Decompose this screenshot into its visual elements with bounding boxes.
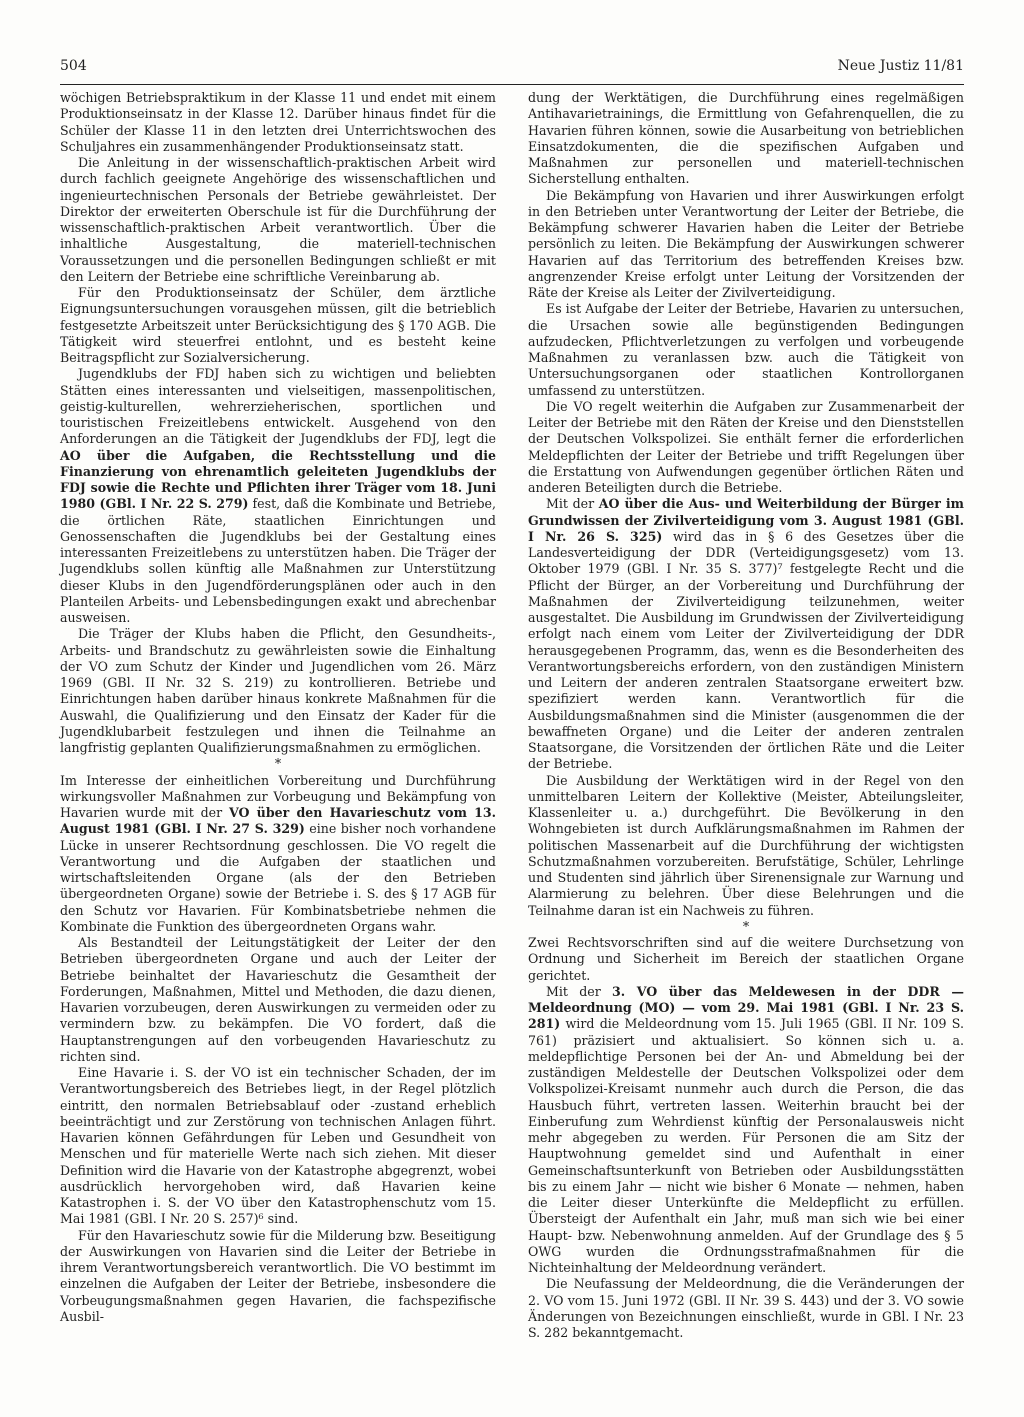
citation-bold: VO über den Havarieschutz vom 13. August 1981 (GBl. I Nr. 27 S. 329) xyxy=(60,805,496,837)
paragraph-text: Jugendklubs der FDJ haben sich zu wichtigen und beliebten Stätten eines interessanten und vielseitigen, massenpolitischen, geistig-kulturellen, wehrerzieherischen, sportlichen und touristischen Freizeitlebens entwickelt. Ausgehend von den Anforderungen an die Tätigkeit der Jugendklubs der FDJ, legt die xyxy=(60,366,496,447)
paragraph: Die Neufassung der Meldeordnung, die die Veränderungen der 2. VO vom 15. Juni 1972 (GBl. II Nr. 39 S. 443) und der 3. VO sowie Änderungen von Bezeichnungen einschließt, wurde in GBl. I Nr. 23 S. 282 bekanntgemacht. xyxy=(528,1276,964,1340)
paragraph xyxy=(528,496,964,772)
citation-bold: 3. VO über das Meldewesen in der DDR — Meldeordnung (MO) — vom 29. Mai 1981 (GBl. I Nr. 23 S. 281) xyxy=(528,983,965,1032)
journal-title: Neue Justiz 11/81 xyxy=(837,58,964,74)
section-separator: * xyxy=(274,756,282,772)
paragraph-text: Im Interesse der einheitlichen Vorbereitung und Durchführung wirkungsvoller Maßnahmen zur Vorbeugung und Bekämpfung von Havarien wurde mit der xyxy=(60,772,496,820)
paragraph-text: wird das in § 6 des Gesetzes über die Landesverteidigung der DDR (Verteidigungsgesetz) vom 13. Oktober 1979 (GBl. I Nr. 35 S. 377)⁷ festgelegte Recht und die Pflicht der Bürger, an der Vorbereitung und Durchführung der Maßnahmen der Zivilverteidigung teilzunehmen, weiter ausgestaltet. Die Ausbildung im Grundwissen der Zivilverteidigung erfolgt nach einem vom Leiter der Zivilverteidigung der DDR herausgegebenen Programm, das, wenn es die Besonderheiten des Verantwortungsbereichs erfordern, von den zuständigen Ministern und Leitern der anderen zentralen Staatsorgane erweitert bzw. spezifiziert werden kann. Verantwortlich für die Ausbildungsmaßnahmen sind die Minister (ausgenommen die der bewaffneten Organe) und die Leiter der anderen zentralen Staatsorgane, die Vorsitzenden der örtlichen Räte und die Leiter der Betriebe. xyxy=(528,528,964,772)
paragraph: dung der Werktätigen, die Durchführung eines regelmäßigen Antihavarietrainings, die Ermittlung von Gefahrenquellen, die zu Havarien führen können, sowie die Ausarbeitung von betrieblichen Einsatzdokumenten, die die spezifischen Aufgaben und Maßnahmen zur personellen und materiell-technischen Sicherstellung enthalten. xyxy=(528,90,964,187)
paragraph xyxy=(60,773,496,936)
paragraph-text: Mit der xyxy=(546,496,599,512)
citation-bold: AO über die Aufgaben, die Rechtsstellung und die Finanzierung von ehrenamtlich geleiteten Jugendklubs der FDJ sowie die Rechte und Pflichten ihrer Träger vom 18. Juni 1980 (GBl. I Nr. 22 S. 279) xyxy=(60,447,496,512)
paragraph-text: fest, daß die Kombinate und Betriebe, die örtlichen Räte, staatlichen Einrichtungen und Genossenschaften die Jugendklubs bei der Gestaltung eines interessanten Freizeitlebens zu unterstützen haben. Die Träger der Jugendklubs sollen künftig alle Maßnahmen zur Unterstützung dieser Klubs in den Jugendförderungsplänen oder auch in den Planteilen Arbeits- und Lebensbedingungen exakt und abrechenbar ausweisen. xyxy=(60,496,496,625)
citation-bold: AO über die Aus- und Weiterbildung der Bürger im Grundwissen der Zivilverteidigung vom 3. August 1981 (GBl. I Nr. 26 S. 325) xyxy=(528,496,964,544)
paragraph: Die Träger der Klubs haben die Pflicht, den Gesundheits-, Arbeits- und Brandschutz zu gewährleisten sowie die Einhaltung der VO zum Schutz der Kinder und Jugendlichen vom 26. März 1969 (GBl. II Nr. 32 S. 219) zu kontrollieren. Betriebe und Einrichtungen haben darüber hinaus konkrete Maßnahmen für die Auswahl, die Qualifizierung und den Einsatz der Kader für die Jugendklubarbeit festzulegen und ihnen die Teilnahme an langfristig geplanten Qualifizierungsmaßnahmen zu ermöglichen. xyxy=(60,626,496,755)
paragraph: Die Anleitung in der wissenschaftlich-praktischen Arbeit wird durch fachlich geeignete Angehörige des wissenschaftlichen und ingenieurtechnischen Personals der Betriebe gewährleistet. Der Direktor der erweiterten Oberschule ist für die Durchführung der wissenschaftlich-praktischen Arbeit verantwortlich. Über die inhaltliche Ausgestaltung, die materiell-technischen Voraussetzungen und die personellen Bedingungen schließt er mit den Leitern der Betriebe eine schriftliche Vereinbarung ab. xyxy=(60,155,496,284)
page-number: 504 xyxy=(60,58,87,74)
section-separator: * xyxy=(742,918,750,934)
paragraph-text: Mit der xyxy=(546,983,612,999)
paragraph: wöchigen Betriebspraktikum in der Klasse 11 und endet mit einem Produktionseinsatz in der Klasse 12. Darüber hinaus findet für die Schüler der Klasse 11 in den letzten drei Unterrichtswochen des Schuljahres ein zusammenhängender Produktionseinsatz statt. xyxy=(60,90,496,154)
paragraph: Es ist Aufgabe der Leiter der Betriebe, Havarien zu untersuchen, die Ursachen sowie alle begünstigenden Bedingungen aufzudecken, Pflichtverletzungen zu verfolgen und vorbeugende Maßnahmen zu veranlassen bzw. auch die Tätigkeit von Untersuchungsorganen oder staatlichen Kontrollorganen umfassend zu unterstützen. xyxy=(528,301,964,398)
paragraph: Zwei Rechtsvorschriften sind auf die weitere Durchsetzung von Ordnung und Sicherheit im Bereich der staatlichen Organe gerichtet. xyxy=(528,935,964,983)
paragraph: Für den Produktionseinsatz der Schüler, dem ärztliche Eignungsuntersuchungen vorausgehen müssen, gilt die betrieblich festgesetzte Arbeitszeit unter Berücksichtigung des § 170 AGB. Die Tätigkeit wird steuerfrei entlohnt, und es besteht keine Beitragspflicht zur Sozialversicherung. xyxy=(60,285,496,365)
paragraph-text: eine bisher noch vorhandene Lücke in unserer Rechtsordnung geschlossen. Die VO regelt die Verantwortung und die Aufgaben der staatlichen und wirtschaftsleitenden Organe (als der den Betrieben übergeordneten Organe) sowie der Betriebe i. S. des § 17 AGB für den Schutz vor Havarien. Für Kombinatsbetriebe nehmen die Kombinate die Funktion des übergeordneten Organs wahr. xyxy=(60,821,496,934)
paragraph: Die Ausbildung der Werktätigen wird in der Regel von den unmittelbaren Leitern der Kollektive (Meister, Abteilungsleiter, Klassenleiter u. a.) durchgeführt. Die Bevölkerung in den Wohngebieten ist durch Aufklärungsmaßnahmen im Rahmen der politischen Massenarbeit auf die Durchführung der wichtigsten Schutzmaßnahmen vorzubereiten. Berufstätige, Schüler, Lehrlinge und Studenten sind jährlich über Sirenensignale zur Warnung und Alarmierung zu belehren. Über diese Belehrungen und die Teilnahme daran ist ein Nachweis zu führen. xyxy=(528,772,964,918)
right-column xyxy=(528,90,964,1341)
paragraph: Die VO regelt weiterhin die Aufgaben zur Zusammenarbeit der Leiter der Betriebe mit den Räten der Kreise und den Dienststellen der Deutschen Volkspolizei. Sie enthält ferner die erforderlichen Meldepflichten der Leiter der Betriebe und trifft Regelungen über die Erstattung von Aufwendungen gegenüber örtlichen Räten und anderen Beteiligten durch die Betriebe. xyxy=(528,398,964,495)
paragraph xyxy=(528,984,964,1277)
paragraph xyxy=(60,366,496,626)
left-column xyxy=(60,90,496,1325)
paragraph: Für den Havarieschutz sowie für die Milderung bzw. Beseitigung der Auswirkungen von Havarien sind die Leiter der Betriebe in ihrem Verantwortungsbereich verantwortlich. Die VO bestimmt im einzelnen die Aufgaben der Leiter der Betriebe, insbesondere die Vorbeugungsmaßnahmen gegen Havarien, die fachspezifische Ausbil- xyxy=(60,1227,496,1324)
paragraph: Als Bestandteil der Leitungstätigkeit der Leiter der den Betrieben übergeordneten Organe und auch der Leiter der Betriebe beinhaltet der Havarieschutz die Gesamtheit der Forderungen, Maßnahmen, Mittel und Methoden, die dazu dienen, Havarien vorzubeugen, deren Auswirkungen zu vermeiden oder zu vermindern bzw. zu bekämpfen. Die VO fordert, daß die Hauptanstrengungen auf den vorbeugenden Havarieschutz zu richten sind. xyxy=(60,935,496,1064)
paragraph: Die Bekämpfung von Havarien und ihrer Auswirkungen erfolgt in den Betrieben unter Verantwortung der Leiter der Betriebe, die Bekämpfung schwerer Havarien haben die Leiter der Betriebe persönlich zu leiten. Die Bekämpfung der Auswirkungen schwerer Havarien auf das Territorium des betreffenden Kreises bzw. angrenzender Kreise erfolgt unter Leitung der Vorsitzenden der Räte der Kreise als Leiter der Zivilverteidigung. xyxy=(528,187,964,300)
header-rule xyxy=(60,84,964,85)
page-header xyxy=(60,58,964,80)
paragraph-text: wird die Meldeordnung vom 15. Juli 1965 (GBl. II Nr. 109 S. 761) präzisiert und aktualisiert. So können sich u. a. meldepflichtige Personen bei der An- und Abmeldung bei der zuständigen Meldestelle der Deutschen Volkspolizei oder dem Volkspolizei-Kreisamt nunmehr auch durch die Person, die das Hausbuch führt, vertreten lassen. Weiterhin braucht bei der Einberufung zum Wehrdienst künftig der Personalausweis nicht mehr abgegeben zu werden. Für Personen die am Sitz der Hauptwohnung gemeldet sind und Aufenthalt in einer Gemeinschaftsunterkunft von Betrieben oder Ausbildungsstätten bis zu einem Jahr — nicht wie bisher 6 Monate — nehmen, haben die Leiter dieser Unterkünfte die Meldepflicht zu erfüllen. Übersteigt der Aufenthalt ein Jahr, muß man sich wie bei einer Haupt- bzw. Nebenwohnung anmelden. Auf der Grundlage des § 5 OWG wurden die Ordnungsstrafmaßnahmen für die Nichteinhaltung der Meldeordnung verändert. xyxy=(528,1016,964,1275)
paragraph: Eine Havarie i. S. der VO ist ein technischer Schaden, der im Verantwortungsbereich des Betriebes liegt, in der Regel plötzlich eintritt, den normalen Betriebsablauf oder -zustand erheblich beeinträchtigt und zur Zerstörung von technischen Anlagen führt. Havarien können Gefährdungen für Leben und Gesundheit von Menschen und für materielle Werte nach sich ziehen. Mit dieser Definition wird die Havarie von der Katastrophe abgegrenzt, wobei ausdrücklich hervorgehoben wird, daß Havarien keine Katastrophen i. S. der VO über den Katastrophenschutz vom 15. Mai 1981 (GBl. I Nr. 20 S. 257)⁶ sind. xyxy=(60,1065,496,1227)
